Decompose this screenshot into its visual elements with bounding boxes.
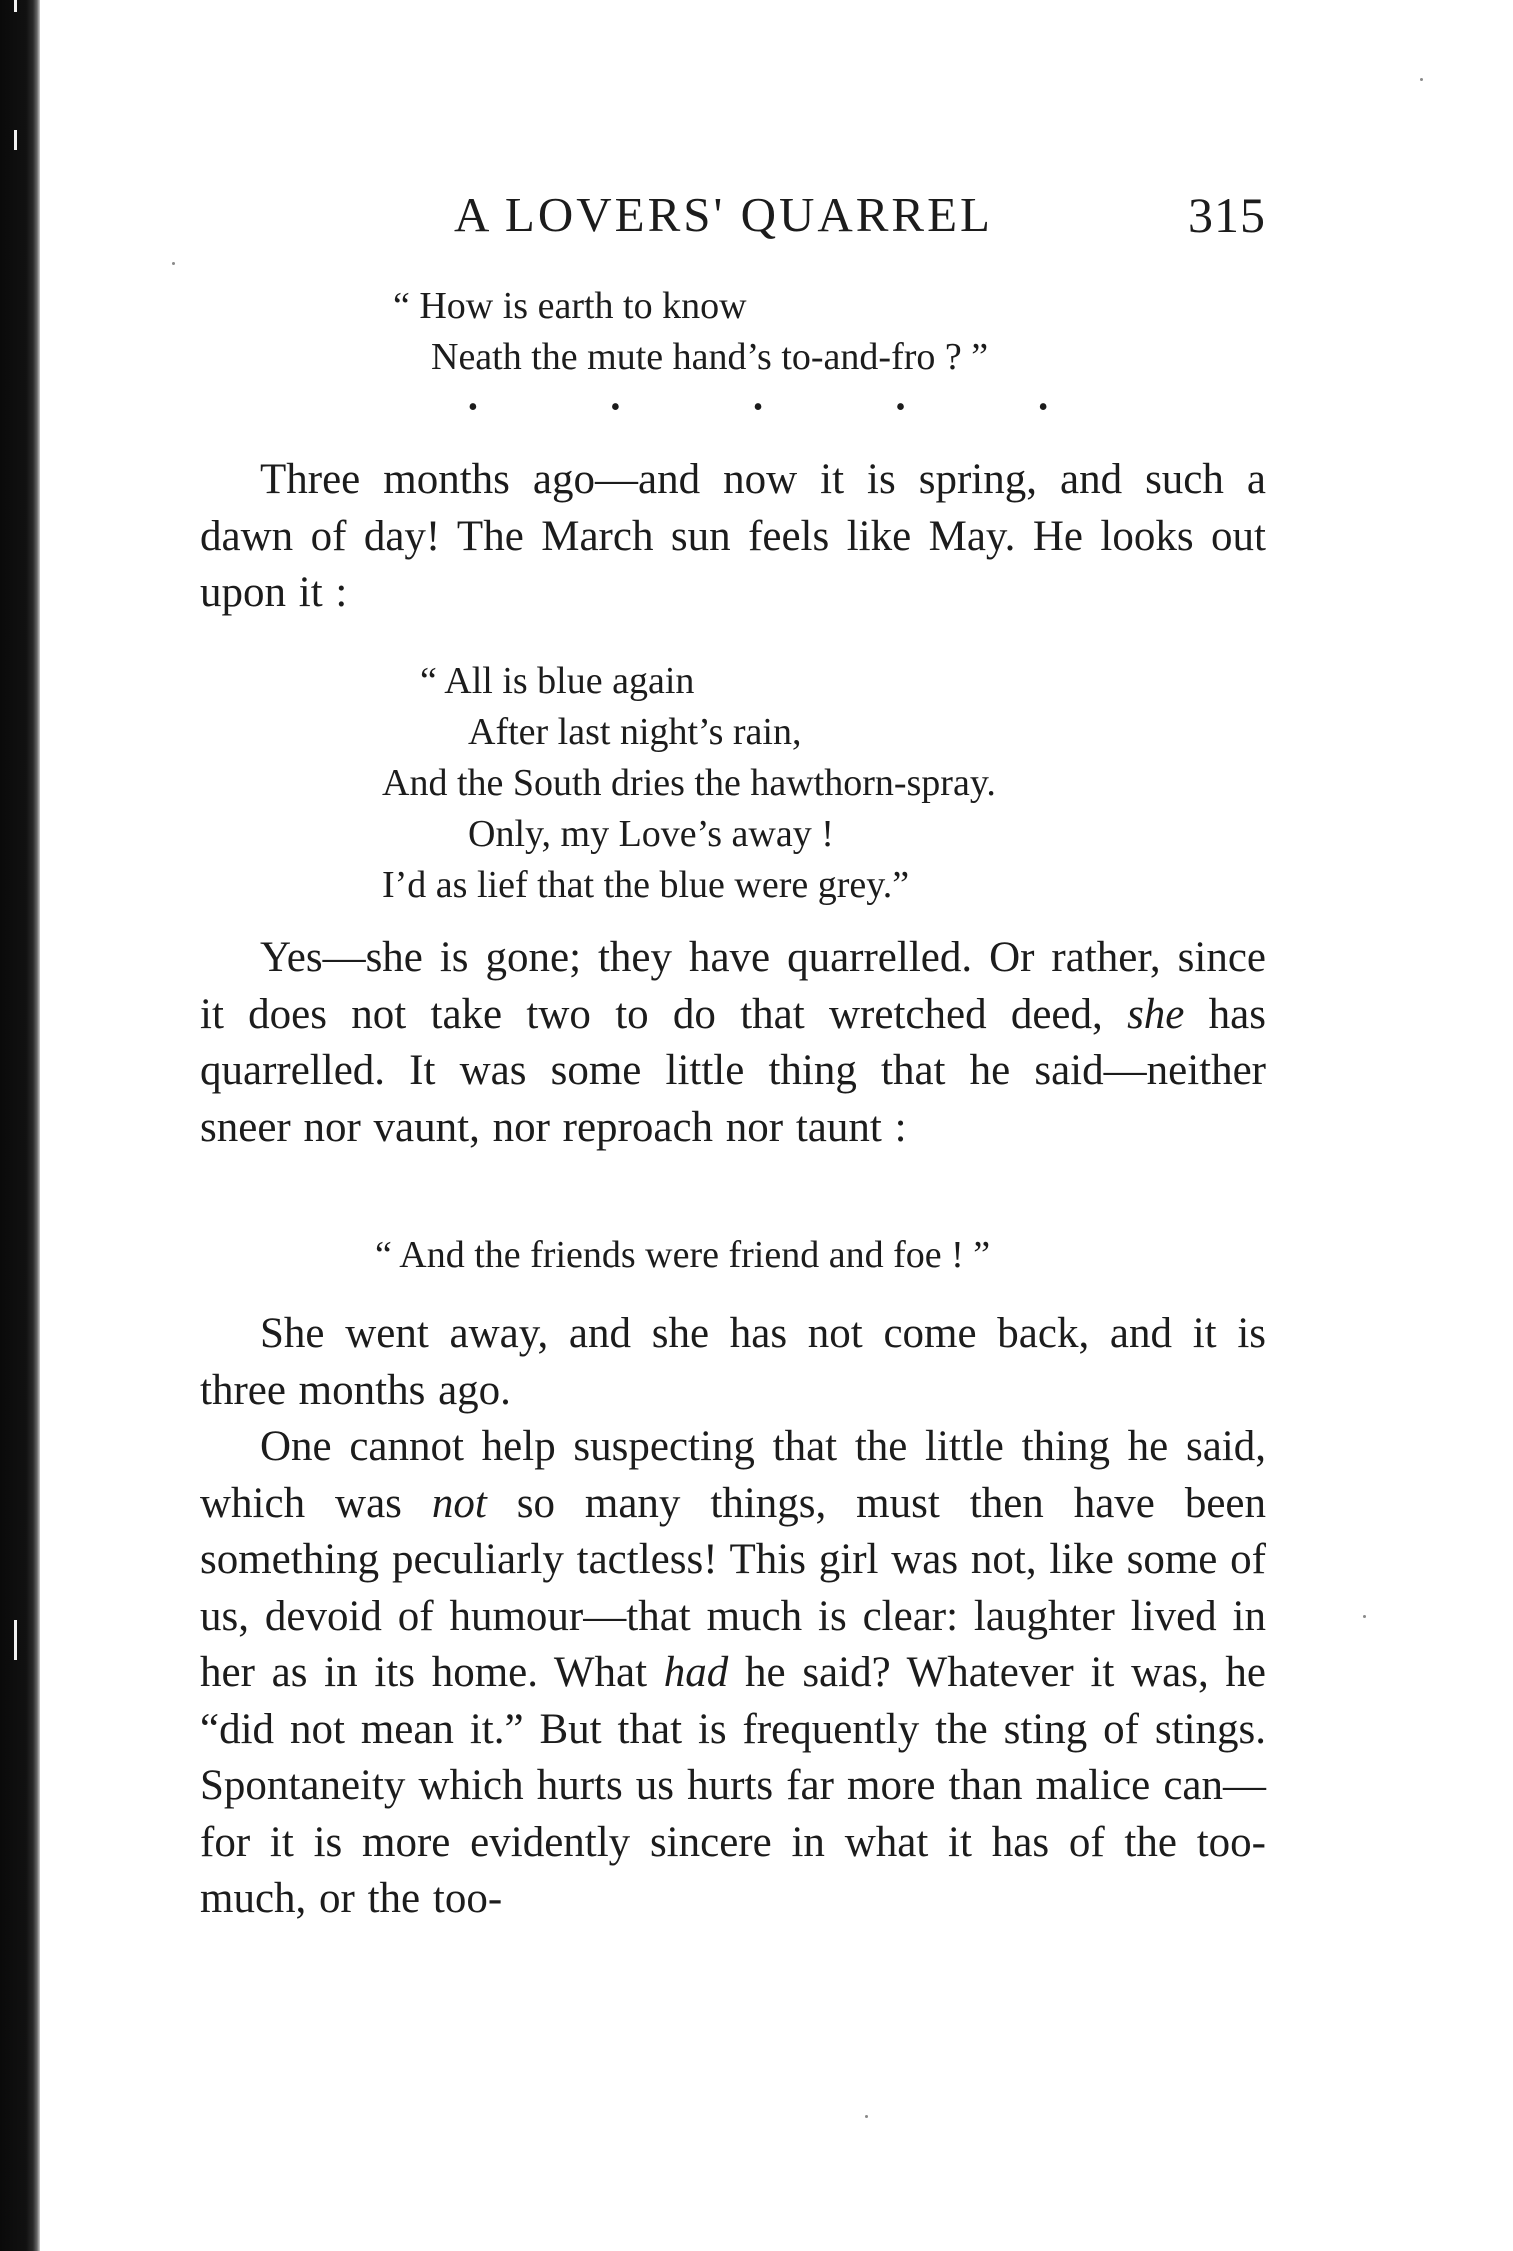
spine-mark xyxy=(14,1620,17,1660)
paragraph-4 xyxy=(200,1419,1266,1928)
section-separator xyxy=(468,392,1048,424)
paragraph-3 xyxy=(200,1306,1266,1419)
spine-mark xyxy=(14,130,17,150)
paragraph-text-run: has quarrelled. It was some little thing that he said—neither sneer nor vaunt, nor reproach nor taunt : xyxy=(200,990,1266,1151)
paragraph-text xyxy=(200,930,1266,1156)
paper-speck xyxy=(1420,78,1423,81)
paragraph-text xyxy=(200,1419,1266,1928)
separator-dot: • xyxy=(468,392,478,423)
emphasis: had xyxy=(663,1649,729,1696)
verse-quotation-3 xyxy=(375,1230,990,1281)
separator-dot: • xyxy=(753,392,763,423)
paragraph-text-run: he said? Whatever it was, he “did not mean it.” But that is frequently the sting of stings. Spontaneity which hurts us hurts far more than malice can—for it is more evidently sincere in what it has of the too-much, or the too- xyxy=(200,1649,1267,1922)
paragraph-text-run: so many things, must then have been something peculiarly tactless! This girl was not, like some of us, devoid of humour—that much is clear: laughter lived in her as in its home. What xyxy=(200,1479,1266,1696)
paragraph-text-run: One cannot help suspecting that the little thing he said, which was xyxy=(200,1423,1266,1527)
verse-line: And the South dries the hawthorn-spray. xyxy=(382,762,996,804)
paper-speck xyxy=(1363,1615,1366,1618)
paragraph-text-run: Yes—she is gone; they have quarrelled. Or rather, since it does not take two to do that wretched deed, xyxy=(200,934,1266,1038)
page-header xyxy=(200,186,1266,256)
verse-line: “ How is earth to know xyxy=(393,285,747,327)
separator-dot: • xyxy=(610,392,621,423)
paragraph-text: Three months ago—and now it is spring, and such a dawn of day! The March sun feels like May. He looks out upon it : xyxy=(200,456,1266,616)
book-spine-shadow xyxy=(0,0,40,2251)
verse-line: “ And the friends were friend and foe ! ” xyxy=(375,1234,991,1276)
paper-speck xyxy=(172,262,175,265)
paper-speck xyxy=(865,2115,868,2118)
verse-line: Neath the mute hand’s to-and-fro ? ” xyxy=(431,336,989,378)
verse-quotation-2 xyxy=(382,656,996,911)
verse-line: Only, my Love’s away ! xyxy=(468,813,834,855)
verse-line: I’d as lief that the blue were grey.” xyxy=(382,864,910,906)
running-head: A LOVERS' QUARREL xyxy=(454,187,993,242)
separator-dot: • xyxy=(1038,392,1048,423)
separator-dot: • xyxy=(895,392,906,423)
verse-line: “ All is blue again xyxy=(420,660,695,702)
verse-quotation-1 xyxy=(393,281,988,383)
emphasis: not xyxy=(431,1479,487,1527)
paragraph-2 xyxy=(200,930,1266,1156)
verse-line: After last night’s rain, xyxy=(468,711,802,753)
spine-mark xyxy=(14,0,17,12)
paragraph-1 xyxy=(200,452,1266,622)
paragraph-text: She went away, and she has not come back, and it is three months ago. xyxy=(200,1310,1266,1414)
emphasis: she xyxy=(1127,990,1185,1038)
page-number: 315 xyxy=(1188,187,1266,243)
